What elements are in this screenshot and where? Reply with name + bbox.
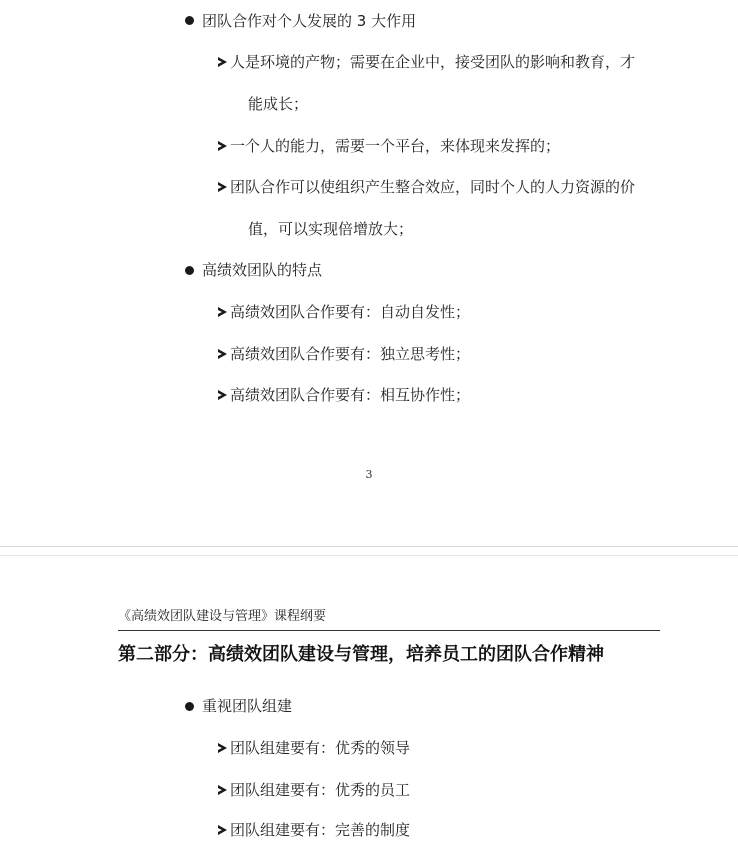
arrow-item: 团队组建要有：优秀的领导 <box>230 739 411 757</box>
arrow-item: 团队合作可以使组织产生整合效应，同时个人的人力资源的价 <box>230 178 636 196</box>
arrow-item: 人是环境的产物；需要在企业中，接受团队的影响和教育，才 <box>230 53 636 71</box>
arrow-bullet-icon <box>218 182 227 192</box>
arrow-item: 高绩效团队合作要有：独立思考性； <box>230 345 471 363</box>
arrow-item: 高绩效团队合作要有：自动自发性； <box>230 303 471 321</box>
arrow-bullet-icon <box>218 785 227 795</box>
bullet-item: 重视团队组建 <box>202 697 293 715</box>
arrow-bullet-icon <box>218 825 227 835</box>
arrow-item: 团队组建要有：优秀的员工 <box>230 781 411 799</box>
page-separator <box>0 546 738 556</box>
running-header: 《高绩效团队建设与管理》课程纲要 <box>118 609 327 624</box>
arrow-bullet-icon <box>218 743 227 753</box>
arrow-item: 团队组建要有：完善的制度 <box>230 821 411 839</box>
header-rule <box>118 630 660 631</box>
arrow-item: 一个人的能力，需要一个平台，来体现来发挥的； <box>230 137 561 155</box>
arrow-item-continuation: 能成长； <box>248 95 309 113</box>
document-page-4 <box>0 556 738 853</box>
arrow-bullet-icon <box>218 390 227 400</box>
arrow-bullet-icon <box>218 349 227 359</box>
arrow-bullet-icon <box>218 307 227 317</box>
page-number: 3 <box>365 468 373 481</box>
arrow-bullet-icon <box>218 57 227 67</box>
section-title: 第二部分：高绩效团队建设与管理，培养员工的团队合作精神 <box>118 644 604 665</box>
bullet-dot-icon <box>185 702 194 711</box>
bullet-dot-icon <box>185 16 194 25</box>
arrow-bullet-icon <box>218 141 227 151</box>
bullet-item: 高绩效团队的特点 <box>202 261 323 279</box>
bullet-dot-icon <box>185 266 194 275</box>
bullet-item: 团队合作对个人发展的 3 大作用 <box>202 12 417 30</box>
arrow-item-continuation: 值，可以实现倍增放大； <box>248 220 414 238</box>
arrow-item: 高绩效团队合作要有：相互协作性； <box>230 386 471 404</box>
